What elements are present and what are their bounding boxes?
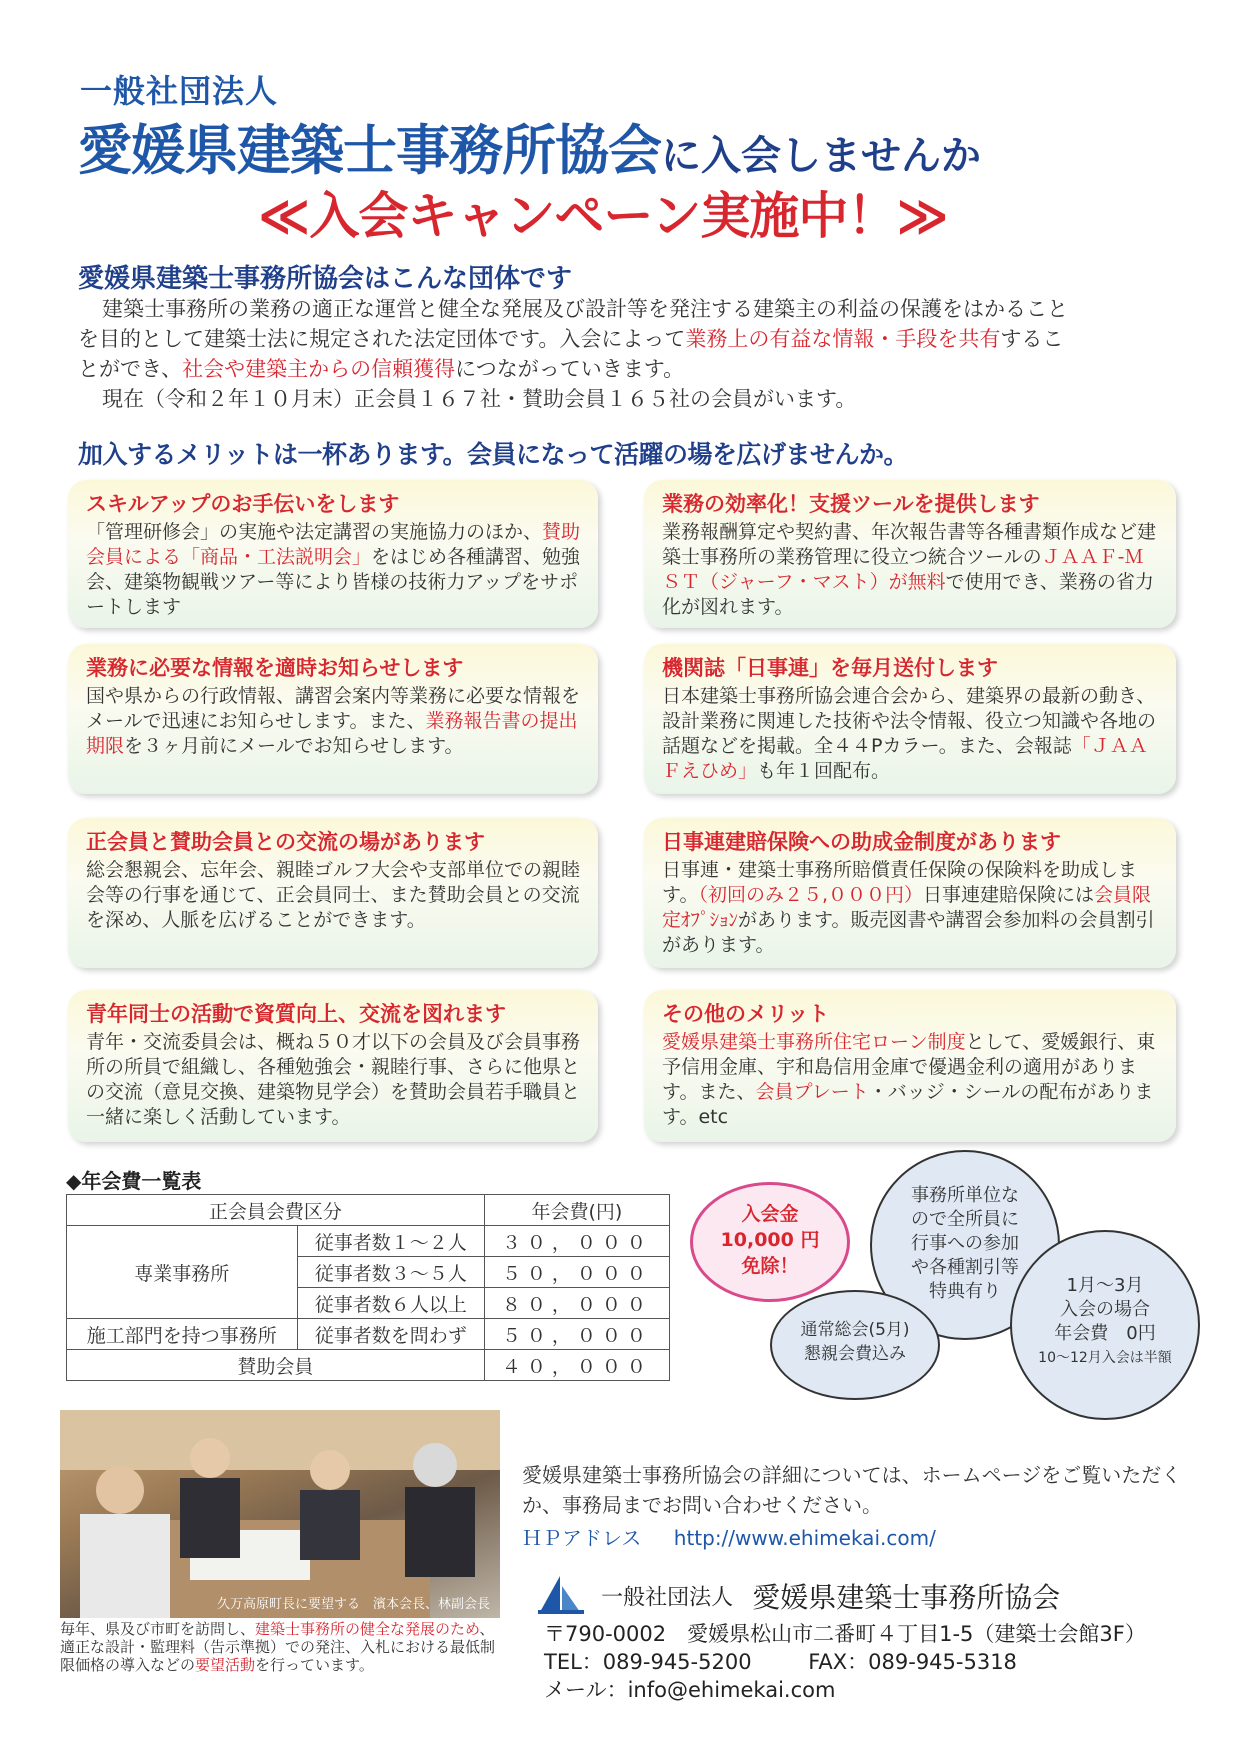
homepage-label: ＨＰアドレス: [522, 1526, 642, 1550]
about-text: するこ: [1000, 327, 1064, 351]
table-label-cell: 従事者数１～２人: [297, 1226, 484, 1257]
table-row: [67, 1350, 670, 1381]
about-line-1: 建築士事務所の業務の適正な運営と健全な発展及び設計等を発注する建築主の利益の保護をはかること: [102, 297, 1068, 321]
merit-title-journal: 機関誌「日事連」を毎月送付します: [662, 656, 998, 680]
table-group-cell: 賛助会員: [67, 1350, 485, 1381]
table-amount-cell: ８０，０００: [484, 1288, 669, 1319]
table-group-cell: 施工部門を持つ事務所: [67, 1319, 298, 1350]
merit-card-info: [68, 644, 598, 794]
merit-card-efficiency: [644, 480, 1176, 628]
footer-org: [536, 1572, 1060, 1620]
merit-title-skill: スキルアップのお手伝いをします: [86, 492, 400, 516]
table-header-fee: 年会費(円): [484, 1195, 669, 1226]
fax: FAX：089-945-5318: [808, 1650, 1017, 1674]
merit-title-efficiency: 業務の効率化！支援ツールを提供します: [662, 492, 1040, 516]
merit-card-journal: [644, 644, 1176, 794]
merit-title-info: 業務に必要な情報を適時お知らせします: [86, 656, 464, 680]
about-line-4: 現在（令和２年１０月末）正会員１６７社・賛助会員１６５社の会員がいます。: [102, 387, 857, 411]
merit-body-insurance: 日事連・建築士事務所賠償責任保険の保険料を助成します。（初回のみ２５,０００円）日事連建賠保険には会員限定ｵﾌﾟｼｮﾝがあります。販売図書や講習会参加料の会員割引があります。: [662, 859, 1155, 956]
table-row: [67, 1226, 670, 1257]
about-text: とができ、: [78, 357, 183, 381]
table-label-cell: 従事者数を問わず: [297, 1319, 484, 1350]
bubble-entry-fee: 入会金 10,000 円 免除！: [690, 1182, 850, 1302]
merit-title-other: その他のメリット: [662, 1002, 830, 1026]
merit-card-exchange: [68, 818, 598, 968]
footer-org-name: 愛媛県建築士事務所協会: [752, 1581, 1061, 1614]
email[interactable]: メール：info@ehimekai.com: [544, 1678, 836, 1702]
photo-caption: 毎年、県及び市町を訪問し、建築士事務所の健全な発展のため、適正な設計・監理料（告示準拠）での発注、入札における最低制限価格の導入などの要望活動を行っています。: [60, 1620, 496, 1674]
org-type-label: 一般社団法人: [80, 72, 279, 110]
invite-text: に入会しませんか: [661, 133, 981, 179]
table-row: [67, 1319, 670, 1350]
org-logo-icon: [536, 1572, 586, 1620]
table-amount-cell: ３０，０００: [484, 1226, 669, 1257]
merit-body-exchange: 総会懇親会、忘年会、親睦ゴルフ大会や支部単位での親睦会等の行事を通じて、正会員同士、また賛助会員との交流を深め、人脈を広げることができます。: [86, 859, 581, 931]
merit-title-exchange: 正会員と賛助会員との交流の場があります: [86, 830, 485, 854]
merits-title: 加入するメリットは一杯あります。会員になって活躍の場を広げませんか。: [78, 440, 909, 469]
bubble-office-unit: 事務所単位な ので全所員に 行事への参加 や各種割引等 特典有り: [870, 1150, 1060, 1340]
merit-title-youth: 青年同士の活動で資質向上、交流を図れます: [86, 1002, 506, 1026]
merit-card-skill: [68, 480, 598, 628]
fee-table-title: ◆年会費一覧表: [66, 1169, 202, 1193]
meeting-photo: [60, 1410, 500, 1618]
phone-fax-line: [544, 1648, 1146, 1676]
fee-table: [66, 1194, 670, 1381]
homepage-notice: 愛媛県建築士事務所協会の詳細については、ホームページをご覧いただくか、事務局までお問い合わせください。: [522, 1463, 1182, 1517]
meeting-illustration: [60, 1410, 500, 1618]
merit-body-other: 愛媛県建築士事務所住宅ローン制度として、愛媛銀行、東予信用金庫、宇和島信用金庫で優遇金利の適用があります。また、会員プレート・バッジ・シールの配布があります。etc: [662, 1031, 1156, 1128]
about-highlight: 業務上の有益な情報・手段を共有: [685, 327, 1001, 351]
address: 〒790-0002 愛媛県松山市二番町４丁目1-5（建築士会館3F）: [544, 1622, 1146, 1646]
homepage-link[interactable]: http://www.ehimekai.com/: [673, 1526, 936, 1550]
table-header-category: 正会員会費区分: [67, 1195, 485, 1226]
table-amount-cell: ５０，０００: [484, 1319, 669, 1350]
table-group-cell: 専業事務所: [67, 1226, 298, 1319]
merit-card-other: [644, 990, 1176, 1142]
merit-body-youth: 青年・交流委員会は、概ね５０才以下の会員及び会員事務所の所員で組織し、各種勉強会・親睦行事、さらに他県との交流（意見交換、建築物見学会）を賛助会員若手職員と一緒に楽しく活動しています。: [86, 1031, 581, 1128]
merit-body-journal: 日本建築士事務所協会連合会から、建築界の最新の動き、設計業務に関連した技術や法令情報、役立つ知識や各地の話題などを掲載。全４４Pカラー。また、会報誌「ＪＡＡＦえひめ」も年１回配布。: [662, 685, 1157, 782]
headline: [78, 108, 981, 185]
about-line-2: [78, 324, 1063, 354]
about-title: 愛媛県建築士事務所協会はこんな団体です: [78, 264, 573, 294]
bubble-jan-march: 1月～3月 入会の場合 年会費 0円 10～12月入会は半額: [1010, 1230, 1200, 1420]
table-label-cell: 従事者数３～５人: [297, 1257, 484, 1288]
bubble-general-meeting: 通常総会(5月) 懇親会費込み: [770, 1290, 940, 1400]
merit-body-skill: 「管理研修会」の実施や法定講習の実施協力のほか、賛助会員による「商品・工法説明会」をはじめ各種講習、勉強会、建築物観戦ツアー等により皆様の技術力アップをサポートします: [86, 521, 581, 618]
merit-card-insurance: [644, 818, 1176, 968]
homepage-address: [522, 1522, 936, 1551]
phone: TEL：089-945-5200: [544, 1650, 752, 1674]
footer-org-type: 一般社団法人: [601, 1585, 734, 1611]
about-text: につながっていきます。: [455, 357, 685, 381]
about-text: を目的として建築士法に規定された法定団体です。入会によって: [78, 327, 686, 351]
table-header-row: [67, 1195, 670, 1226]
merit-card-youth: [68, 990, 598, 1142]
about-line-3: [78, 354, 684, 384]
org-name: 愛媛県建築士事務所協会: [78, 119, 661, 182]
merit-title-insurance: 日事連建賠保険への助成金制度があります: [662, 830, 1061, 854]
table-amount-cell: ４０，０００: [484, 1350, 669, 1381]
contact-info: [544, 1620, 1146, 1704]
table-label-cell: 従事者数６人以上: [297, 1288, 484, 1319]
photo-overlay-caption: 久万高原町長に要望する 濱本会長、林副会長: [216, 1597, 490, 1612]
about-highlight: 社会や建築主からの信頼獲得: [182, 357, 456, 381]
table-amount-cell: ５０，０００: [484, 1257, 669, 1288]
merit-body-efficiency: 業務報酬算定や契約書、年次報告書等各種書類作成など建築士事務所の業務管理に役立つ統合ツールのＪＡＡＦ-ＭＳＴ（ジャーフ・マスト）が無料で使用でき、業務の省力化が図れます。: [662, 521, 1157, 618]
campaign-banner: ≪入会キャンペーン実施中！≫: [258, 187, 948, 245]
merit-body-info: 国や県からの行政情報、講習会案内等業務に必要な情報をメールで迅速にお知らせします。また、業務報告書の提出期限を３ヶ月前にメールでお知らせします。: [86, 685, 581, 757]
